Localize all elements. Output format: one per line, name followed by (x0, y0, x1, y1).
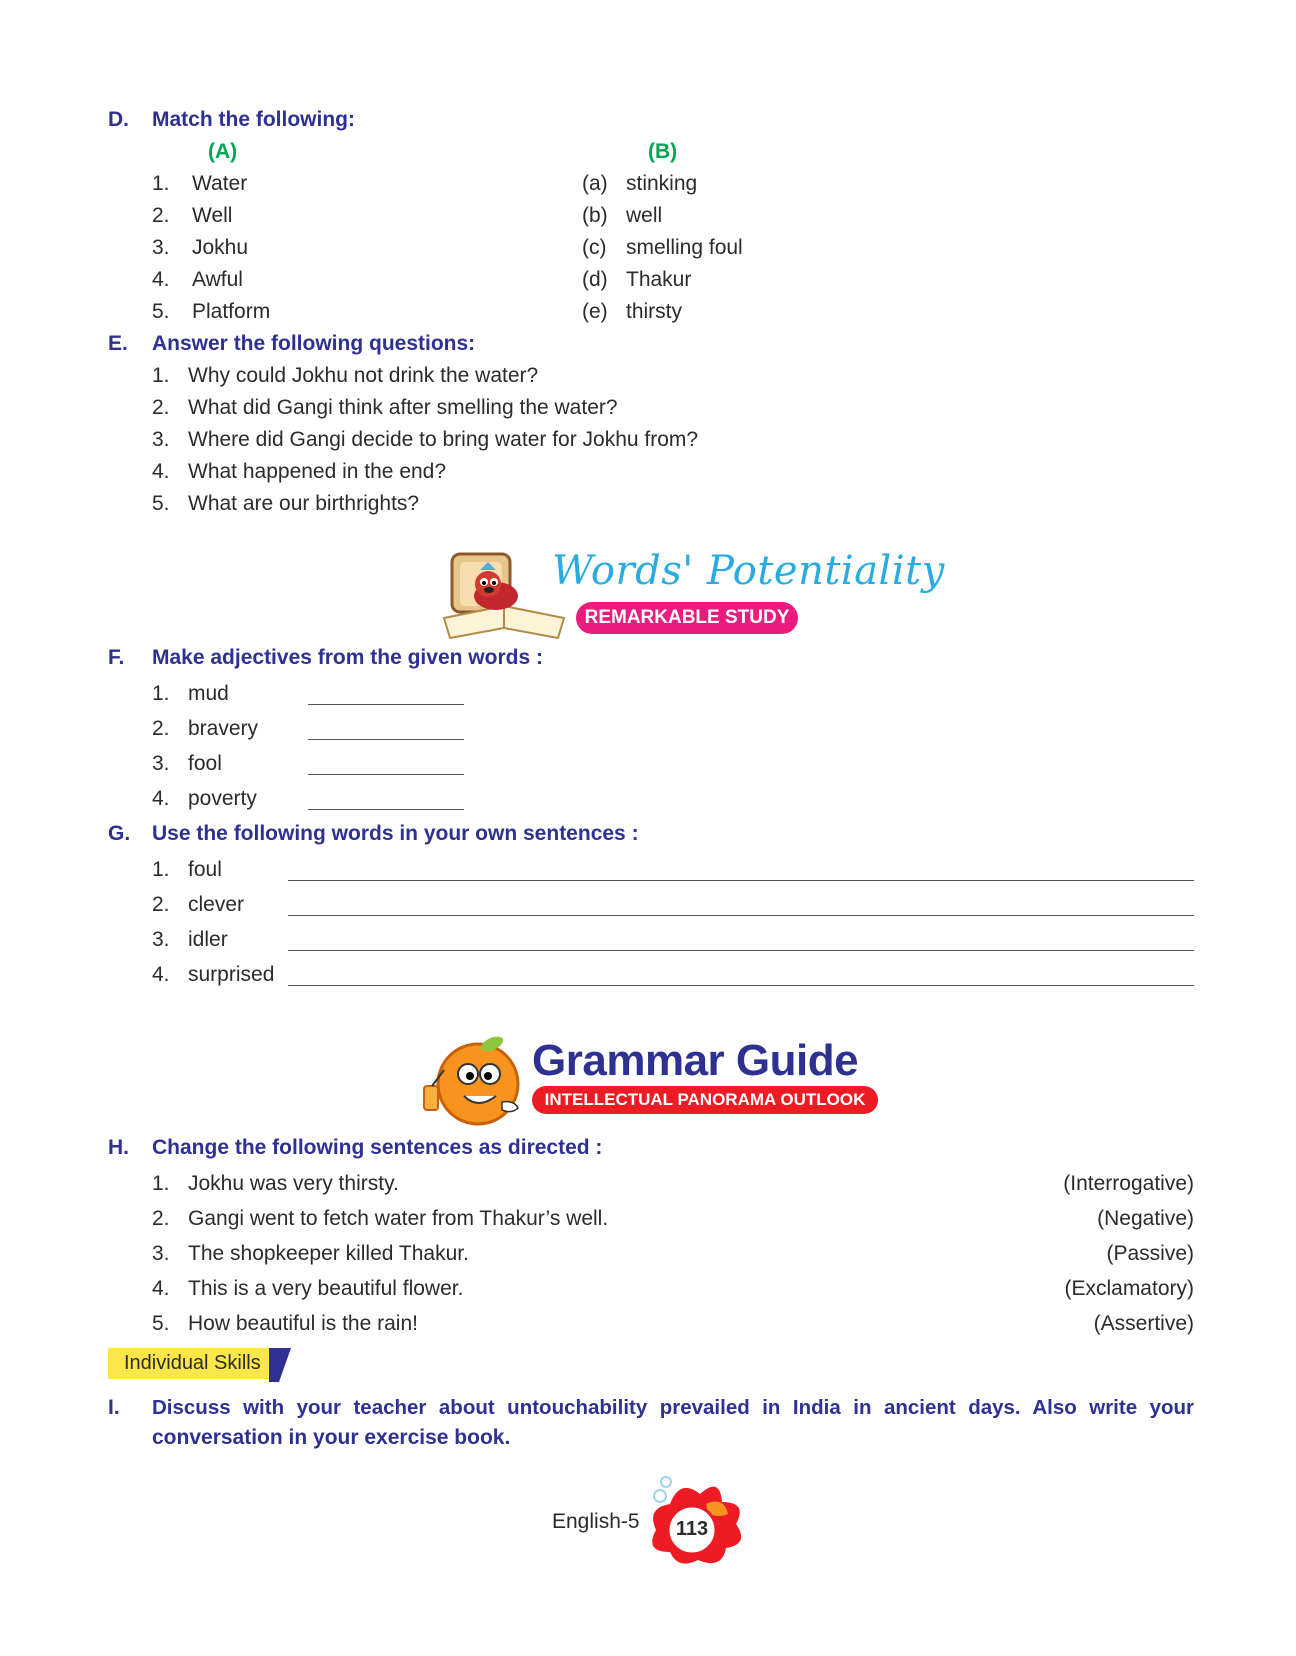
transformation-direction: (Assertive) (1093, 1312, 1194, 1335)
words-potentiality-title: Words' Potentiality (552, 548, 945, 594)
transformation-num: 2. (152, 1207, 170, 1230)
transformation-num: 5. (152, 1312, 170, 1335)
question-num: 1. (152, 364, 170, 387)
sentence-word: foul (188, 858, 222, 881)
book-name: English-5 (552, 1510, 640, 1533)
question-text: What are our birthrights? (188, 492, 420, 515)
match-a-num: 5. (152, 300, 170, 323)
adjective-num: 4. (152, 787, 170, 810)
match-a-num: 3. (152, 236, 170, 259)
reading-dog-icon (438, 548, 570, 644)
transformation-direction: (Negative) (1097, 1207, 1194, 1230)
section-h-letter: H. (108, 1136, 129, 1159)
match-a-item: Awful (192, 268, 243, 291)
match-b-item: stinking (626, 172, 698, 195)
adjective-answer-blank[interactable] (308, 774, 464, 775)
adjective-word: bravery (188, 717, 259, 740)
match-a-num: 2. (152, 204, 170, 227)
section-e-letter: E. (108, 332, 128, 355)
adjective-word: mud (188, 682, 229, 705)
individual-skills-tag (108, 1348, 279, 1379)
match-a-num: 4. (152, 268, 170, 291)
question-num: 2. (152, 396, 170, 419)
sentence-num: 1. (152, 858, 170, 881)
section-d-title: Match the following: (152, 108, 355, 131)
match-b-key: (b) (582, 204, 608, 227)
sentence-word: clever (188, 893, 245, 916)
match-b-item: thirsty (626, 300, 683, 323)
column-a-label: (A) (208, 140, 238, 163)
sentence-answer-blank[interactable] (288, 985, 1194, 986)
question-text: What happened in the end? (188, 460, 447, 483)
sentence-num: 4. (152, 963, 170, 986)
section-f-title: Make adjectives from the given words : (152, 646, 543, 669)
match-a-item: Jokhu (192, 236, 249, 259)
match-b-item: Thakur (626, 268, 692, 291)
section-i-line-2: conversation in your exercise book. (152, 1426, 511, 1449)
question-num: 4. (152, 460, 170, 483)
adjective-word: poverty (188, 787, 257, 810)
section-g-title: Use the following words in your own sentences : (152, 822, 639, 845)
match-b-item: smelling foul (626, 236, 743, 259)
question-text: Why could Jokhu not drink the water? (188, 364, 539, 387)
adjective-num: 1. (152, 682, 170, 705)
transformation-sentence: Jokhu was very thirsty. (188, 1172, 399, 1195)
adjective-answer-blank[interactable] (308, 704, 464, 705)
page-number: 113 (675, 1518, 709, 1540)
adjective-num: 2. (152, 717, 170, 740)
match-b-key: (e) (582, 300, 608, 323)
sentence-word: idler (188, 928, 228, 951)
transformation-num: 1. (152, 1172, 170, 1195)
match-a-num: 1. (152, 172, 170, 195)
intellectual-panorama-pill: INTELLECTUAL PANORAMA OUTLOOK (532, 1086, 878, 1114)
section-f-letter: F. (108, 646, 125, 669)
match-a-item: Platform (192, 300, 271, 323)
match-a-item: Well (192, 204, 233, 227)
question-num: 5. (152, 492, 170, 515)
section-g-letter: G. (108, 822, 131, 845)
section-d-letter: D. (108, 108, 129, 131)
match-b-key: (c) (582, 236, 607, 259)
question-text: Where did Gangi decide to bring water for Jokhu from? (188, 428, 699, 451)
skills-tag-flag-icon (269, 1348, 293, 1382)
question-text: What did Gangi think after smelling the water? (188, 396, 618, 419)
transformation-sentence: Gangi went to fetch water from Thakur’s well. (188, 1207, 609, 1230)
adjective-answer-blank[interactable] (308, 809, 464, 810)
individual-skills-label: Individual Skills (108, 1348, 279, 1379)
adjective-answer-blank[interactable] (308, 739, 464, 740)
match-b-key: (d) (582, 268, 608, 291)
transformation-direction: (Exclamatory) (1064, 1277, 1194, 1300)
orange-mascot-icon (418, 1030, 530, 1128)
adjective-num: 3. (152, 752, 170, 775)
section-h-title: Change the following sentences as directed : (152, 1136, 603, 1159)
sentence-num: 2. (152, 893, 170, 916)
match-b-key: (a) (582, 172, 608, 195)
section-i-letter: I. (108, 1396, 120, 1419)
section-e-title: Answer the following questions: (152, 332, 476, 355)
transformation-direction: (Passive) (1106, 1242, 1194, 1265)
transformation-sentence: The shopkeeper killed Thakur. (188, 1242, 469, 1265)
question-num: 3. (152, 428, 170, 451)
sentence-answer-blank[interactable] (288, 915, 1194, 916)
transformation-sentence: How beautiful is the rain! (188, 1312, 418, 1335)
sentence-word: surprised (188, 963, 275, 986)
remarkable-study-pill: REMARKABLE STUDY (576, 602, 798, 634)
sentence-num: 3. (152, 928, 170, 951)
section-i-line-1: Discuss with your teacher about untouchability prevailed in India in ancient days. Also write your (152, 1396, 1194, 1419)
transformation-num: 4. (152, 1277, 170, 1300)
column-b-label: (B) (648, 140, 678, 163)
transformation-sentence: This is a very beautiful flower. (188, 1277, 464, 1300)
transformation-direction: (Interrogative) (1063, 1172, 1194, 1195)
grammar-guide-title: Grammar Guide (532, 1036, 859, 1085)
transformation-num: 3. (152, 1242, 170, 1265)
sentence-answer-blank[interactable] (288, 950, 1194, 951)
sentence-answer-blank[interactable] (288, 880, 1194, 881)
adjective-word: fool (188, 752, 222, 775)
match-a-item: Water (192, 172, 248, 195)
match-b-item: well (626, 204, 663, 227)
